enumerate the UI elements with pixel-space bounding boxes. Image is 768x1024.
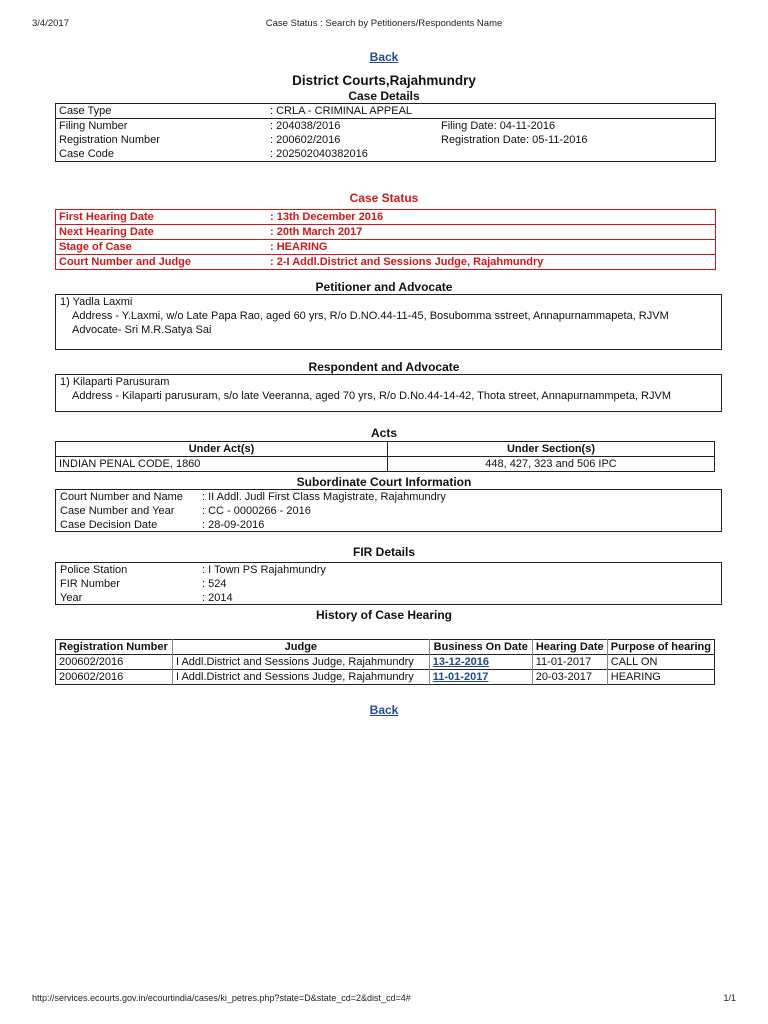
list-item bbox=[60, 490, 717, 504]
history-hearing-date: 11-01-2017 bbox=[532, 655, 607, 670]
print-date: 3/4/2017 bbox=[32, 18, 69, 29]
history-reg: 200602/2016 bbox=[56, 655, 173, 670]
under-acts-header: Under Act(s) bbox=[56, 442, 388, 457]
sub-court-label: Court Number and Name bbox=[60, 491, 183, 503]
table-row bbox=[56, 457, 715, 472]
act-sections: 448, 427, 323 and 506 IPC bbox=[485, 458, 617, 470]
police-station-label: Police Station bbox=[60, 564, 128, 576]
case-status-table bbox=[55, 209, 716, 270]
case-code-value: : 202502040382016 bbox=[270, 148, 368, 160]
col-hearing-date: Hearing Date bbox=[532, 640, 607, 655]
filing-date: Filing Date: 04-11-2016 bbox=[441, 120, 556, 132]
registration-date: Registration Date: 05-11-2016 bbox=[441, 134, 588, 146]
respondent-address: Address - Kilaparti parusuram, s/o late Veeranna, aged 70 yrs, R/o D.No.44-14-42, Thota street, Annapurnammpeta, RJVM bbox=[72, 390, 671, 402]
col-registration-number: Registration Number bbox=[56, 640, 173, 655]
first-hearing-value: : 13th December 2016 bbox=[270, 211, 384, 223]
footer-url: http://services.ecourts.gov.in/ecourtindia/cases/ki_petres.php?state=D&state_cd=2&dist_cd=4# bbox=[32, 993, 411, 1003]
sub-court-value: : II Addl. Judl First Class Magistrate, Rajahmundry bbox=[202, 491, 446, 503]
fir-number-label: FIR Number bbox=[60, 578, 120, 590]
registration-number-value: : 200602/2016 bbox=[270, 134, 341, 146]
table-row bbox=[56, 133, 716, 147]
table-row bbox=[56, 210, 716, 225]
fir-heading: FIR Details bbox=[352, 545, 415, 559]
business-date-link[interactable]: 13-12-2016 bbox=[432, 656, 490, 668]
table-row bbox=[56, 119, 716, 134]
list-item bbox=[60, 563, 717, 577]
table-row bbox=[56, 655, 715, 670]
petitioner-heading: Petitioner and Advocate bbox=[315, 280, 453, 294]
table-row bbox=[56, 442, 715, 457]
history-judge: I Addl.District and Sessions Judge, Rajahmundry bbox=[172, 670, 429, 685]
registration-number-label: Registration Number bbox=[59, 134, 160, 146]
case-code-extra bbox=[438, 147, 716, 162]
history-table bbox=[55, 639, 715, 685]
footer-page: 1/1 bbox=[723, 993, 736, 1003]
case-type-label: Case Type bbox=[59, 105, 112, 117]
petitioner-name: 1) Yadla Laxmi bbox=[60, 296, 133, 308]
respondent-heading: Respondent and Advocate bbox=[308, 360, 460, 374]
list-item bbox=[60, 504, 717, 518]
court-judge-label: Court Number and Judge bbox=[59, 256, 192, 268]
police-station-value: : I Town PS Rajahmundry bbox=[202, 564, 326, 576]
back-link-bottom-wrap bbox=[0, 703, 768, 717]
stage-value: : HEARING bbox=[270, 241, 328, 253]
subordinate-heading: Subordinate Court Information bbox=[296, 475, 472, 489]
respondent-name: 1) Kilaparti Parusuram bbox=[60, 376, 170, 388]
first-hearing-label: First Hearing Date bbox=[59, 211, 154, 223]
print-title: Case Status : Search by Petitioners/Respondents Name bbox=[265, 18, 503, 29]
fir-number-value: : 524 bbox=[202, 578, 227, 590]
history-purpose: CALL ON bbox=[610, 656, 658, 668]
subordinate-box bbox=[55, 489, 722, 532]
next-hearing-value: : 20th March 2017 bbox=[270, 226, 363, 238]
petitioner-advocate: Advocate- Sri M.R.Satya Sai bbox=[72, 324, 212, 336]
case-status-heading: Case Status bbox=[349, 191, 419, 205]
history-hearing-date: 20-03-2017 bbox=[532, 670, 607, 685]
case-details-table bbox=[55, 103, 716, 162]
sub-case-label: Case Number and Year bbox=[60, 505, 175, 517]
table-row bbox=[56, 670, 715, 685]
fir-year-label: Year bbox=[60, 592, 83, 604]
fir-year-value: : 2014 bbox=[202, 592, 233, 604]
stage-label: Stage of Case bbox=[59, 241, 132, 253]
acts-heading: Acts bbox=[370, 426, 397, 440]
history-heading: History of Case Hearing bbox=[315, 608, 453, 622]
under-sections-header: Under Section(s) bbox=[506, 443, 595, 455]
back-link-top-wrap bbox=[0, 50, 768, 64]
table-row bbox=[56, 104, 716, 119]
case-details-heading: Case Details bbox=[348, 89, 420, 103]
business-date-link[interactable]: 11-01-2017 bbox=[432, 671, 489, 683]
table-row bbox=[56, 240, 716, 255]
col-judge: Judge bbox=[172, 640, 429, 655]
table-row bbox=[56, 640, 715, 655]
list-item bbox=[60, 591, 717, 605]
history-purpose: HEARING bbox=[610, 671, 661, 683]
petitioner-address: Address - Y.Laxmi, w/o Late Papa Rao, aged 60 yrs, R/o D.NO.44-11-45, Bosubomma sstreet, Annapurnammapeta, RJVM bbox=[72, 310, 669, 322]
fir-box bbox=[55, 562, 722, 605]
col-business-on-date: Business On Date bbox=[429, 640, 532, 655]
next-hearing-label: Next Hearing Date bbox=[59, 226, 154, 238]
case-type-extra bbox=[438, 104, 716, 119]
table-row bbox=[56, 255, 716, 270]
back-link-bottom[interactable]: Back bbox=[369, 703, 399, 717]
case-type-value: : CRLA - CRIMINAL APPEAL bbox=[270, 105, 413, 117]
history-reg: 200602/2016 bbox=[56, 670, 173, 685]
table-row bbox=[56, 225, 716, 240]
respondent-box bbox=[55, 374, 722, 412]
act-name: INDIAN PENAL CODE, 1860 bbox=[56, 457, 388, 472]
sub-case-value: : CC - 0000266 - 2016 bbox=[202, 505, 311, 517]
case-code-label: Case Code bbox=[59, 148, 115, 160]
list-item bbox=[60, 577, 717, 591]
sub-decision-value: : 28-09-2016 bbox=[202, 519, 265, 531]
sub-decision-label: Case Decision Date bbox=[60, 519, 158, 531]
acts-table bbox=[55, 441, 715, 472]
list-item bbox=[60, 518, 717, 532]
table-row bbox=[56, 147, 716, 162]
court-judge-value: : 2-I Addl.District and Sessions Judge, Rajahmundry bbox=[270, 256, 544, 268]
petitioner-box bbox=[55, 294, 722, 350]
history-judge: I Addl.District and Sessions Judge, Rajahmundry bbox=[172, 655, 429, 670]
filing-number-label: Filing Number bbox=[59, 120, 128, 132]
col-purpose: Purpose of hearing bbox=[610, 641, 711, 653]
court-title: District Courts,Rajahmundry bbox=[292, 73, 476, 88]
filing-number-value: : 204038/2016 bbox=[270, 120, 341, 132]
back-link-top[interactable]: Back bbox=[369, 50, 399, 64]
